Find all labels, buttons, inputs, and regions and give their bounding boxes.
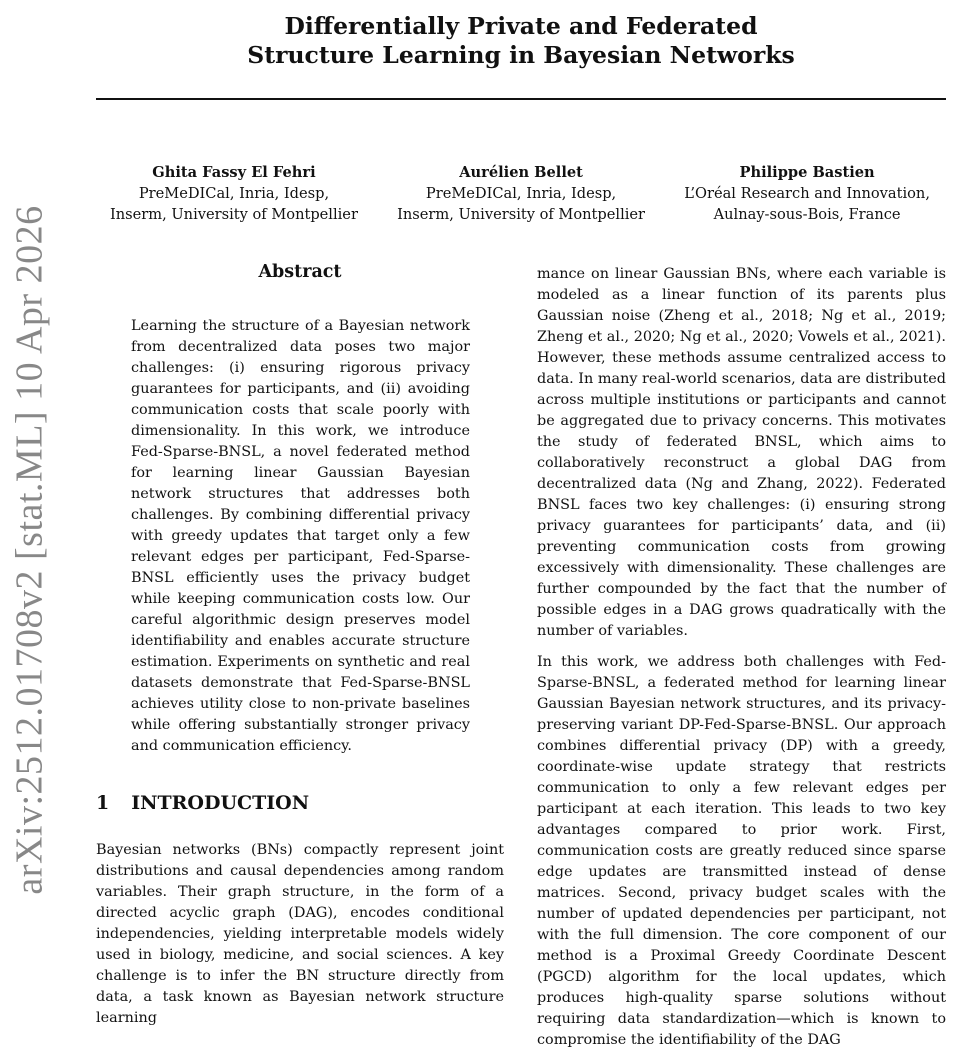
author-name: Aurélien Bellet bbox=[459, 164, 583, 181]
right-paragraph-2: In this work, we address both challenges with Fed-Sparse-BNSL, a federated method for learning linear Gaussian Bayesian network structures, and its privacy-preserving variant DP-Fed-Sparse-BNSL. Our approach combines differential privacy (DP) with a greedy, coordinate-wise update strategy that restricts communication to only a few relevant edges per participant at each iteration. This leads to two key advantages compared to prior work. First, communication costs are greatly reduced since sparse edge updates are transmitted instead of dense matrices. Second, privacy budget scales with the number of updated dependencies per participant, not with the full dimension. The core component of our method is a Proximal Greedy Coordinate Descent (PGCD) algorithm for the local updates, which produces high-quality sparse solutions without requiring data standardization—which is known to compromise the identifiability of the DAG bbox=[537, 654, 946, 1048]
arxiv-watermark bbox=[0, 205, 60, 895]
author-2 bbox=[397, 162, 645, 225]
abstract-heading: Abstract bbox=[258, 262, 342, 282]
author-affiliation: Inserm, University of Montpellier bbox=[110, 206, 358, 223]
author-name: Ghita Fassy El Fehri bbox=[152, 164, 316, 181]
title-line-2: Structure Learning in Bayesian Networks bbox=[247, 41, 795, 69]
right-paragraph-1: mance on linear Gaussian BNs, where each variable is modeled as a linear function of its parents plus Gaussian noise (Zheng et al., 2018; Ng et al., 2019; Zheng et al., 2020; Ng et al., 2020; Vowels et al., 2021). However, these methods assume centralized access to data. In many real-world scenarios, data are distributed across multiple institutions or participants and cannot be aggregated due to privacy concerns. This motivates the study of federated BNSL, which aims to collaboratively reconstruct a global DAG from decentralized data (Ng and Zhang, 2022). Federated BNSL faces two key challenges: (i) ensuring strong privacy guarantees for participants’ data, and (ii) preventing communication costs from growing excessively with dimensionality. These challenges are further compounded by the fact that the number of possible edges in a DAG grows quadratically with the number of variables. bbox=[537, 266, 946, 639]
author-3 bbox=[684, 162, 930, 225]
section-number: 1 bbox=[96, 792, 110, 814]
right-column bbox=[537, 264, 946, 1048]
abstract-text: Learning the structure of a Bayesian network from decentralized data poses two major challenges: (i) ensuring rigorous privacy guarantees for participants, and (ii) avoiding communication costs that scale poorly with dimensionality. In this work, we introduce Fed-Sparse-BNSL, a novel federated method for learning linear Gaussian Bayesian network structures that addresses both challenges. By combining differential privacy with greedy updates that target only a few relevant edges per participant, Fed-Sparse-BNSL efficiently uses the privacy budget while keeping communication costs low. Our careful algorithmic design preserves model identifiability and enables accurate structure estimation. Experiments on synthetic and real datasets demonstrate that Fed-Sparse-BNSL achieves utility close to non-private baselines while offering substantially stronger privacy and communication efficiency. bbox=[131, 318, 470, 754]
arxiv-id: arXiv:2512.01708v2 [stat.ML] 10 Apr 2026 bbox=[9, 205, 51, 895]
author-affiliation: L’Oréal Research and Innovation, bbox=[684, 185, 930, 202]
author-name: Philippe Bastien bbox=[739, 164, 875, 181]
author-affiliation: Inserm, University of Montpellier bbox=[397, 206, 646, 223]
author-block bbox=[110, 162, 930, 225]
author-affiliation: PreMeDICal, Inria, Idesp, bbox=[425, 185, 617, 202]
author-1 bbox=[110, 162, 358, 225]
section-heading-introduction bbox=[96, 792, 309, 814]
title-rule bbox=[96, 98, 946, 100]
intro-paragraph: Bayesian networks (BNs) compactly represent joint distributions and causal dependencies among random variables. Their graph structure, in the form of a directed acyclic graph (DAG), encodes conditional independencies, yielding interpretable models widely used in biology, medicine, and social sciences. A key challenge is to infer the BN structure directly from data, a task known as Bayesian network structure learning bbox=[96, 842, 504, 1026]
author-affiliation: PreMeDICal, Inria, Idesp, bbox=[138, 185, 330, 202]
paper-title bbox=[96, 12, 946, 70]
title-line-1: Differentially Private and Federated bbox=[284, 12, 758, 40]
author-affiliation: Aulnay-sous-Bois, France bbox=[713, 206, 901, 223]
section-title: INTRODUCTION bbox=[131, 792, 310, 814]
